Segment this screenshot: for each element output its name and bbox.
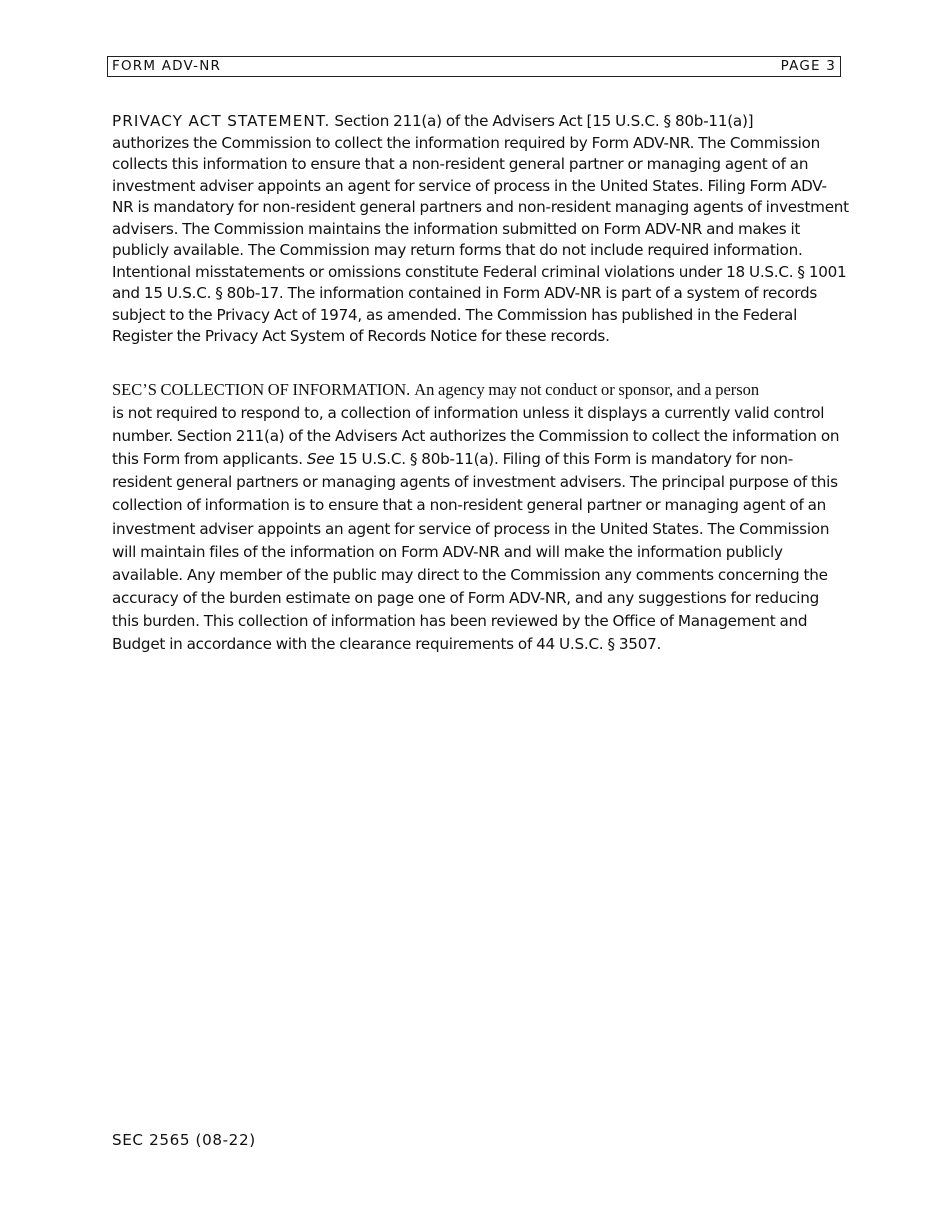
privacy-act-text: collects this information to ensure that a non-resident general partner or managing agent of an (112, 155, 809, 173)
sec-collection-heading: SEC’S COLLECTION OF INFORMATION. (112, 380, 411, 399)
privacy-act-heading: PRIVACY ACT STATEMENT. (112, 112, 331, 130)
privacy-act-statement (112, 111, 872, 348)
sec-collection-text: 15 U.S.C. § 80b-11(a). Filing of this Form is mandatory for non- (334, 450, 794, 469)
sec-collection-text: resident general partners or managing agents of investment advisers. The principal purpose of this (112, 473, 838, 492)
privacy-act-text: and 15 U.S.C. § 80b-17. The information contained in Form ADV-NR is part of a system of records (112, 284, 818, 302)
form-name: FORM ADV-NR (112, 57, 222, 74)
sec-collection-text: accuracy of the burden estimate on page one of Form ADV-NR, and any suggestions for reducing (112, 588, 820, 607)
sec-collection-line-1 (112, 378, 872, 402)
privacy-act-text: Register the Privacy Act System of Records Notice for these records. (112, 327, 610, 345)
sec-collection-text: collection of information is to ensure that a non-resident general partner or managing agent of an (112, 496, 827, 515)
sec-collection-text: is not required to respond to, a collection of information unless it displays a currently valid control (112, 404, 825, 423)
privacy-act-text: publicly available. The Commission may return forms that do not include required information. (112, 241, 803, 259)
sec-collection-text: this Form from applicants. (112, 450, 307, 469)
sec-collection-see-line (112, 448, 872, 471)
sec-collection-text: An agency may not conduct or sponsor, and a person (414, 380, 760, 399)
privacy-act-line-1 (112, 111, 872, 133)
see-citation-signal: See (306, 450, 335, 469)
sec-collection-text: available. Any member of the public may direct to the Commission any comments concerning the (112, 565, 828, 584)
form-code-footer: SEC 2565 (08-22) (112, 1131, 256, 1149)
sec-collection-of-information (112, 378, 872, 656)
page-header (107, 56, 841, 77)
privacy-act-text: investment adviser appoints an agent for service of process in the United States. Filing Form ADV- (112, 176, 827, 195)
sec-collection-text: investment adviser appoints an agent for service of process in the United States. The Commission (112, 519, 830, 538)
sec-collection-text: number. Section 211(a) of the Advisers Act authorizes the Commission to collect the information on (112, 427, 840, 446)
privacy-act-text: subject to the Privacy Act of 1974, as amended. The Commission has published in the Federal (112, 305, 798, 324)
privacy-act-text: authorizes the Commission to collect the information required by Form ADV-NR. The Commission (112, 133, 821, 152)
sec-collection-text: will maintain files of the information on Form ADV-NR and will make the information publicly (112, 542, 783, 561)
sec-collection-text: Budget in accordance with the clearance requirements of 44 U.S.C. § 3507. (112, 635, 662, 654)
privacy-act-text: Section 211(a) of the Advisers Act [15 U.S.C. § 80b-11(a)] (334, 112, 754, 130)
privacy-act-text: Intentional misstatements or omissions constitute Federal criminal violations under 18 U.S.C. § 1001 (112, 262, 847, 281)
privacy-act-text: advisers. The Commission maintains the information submitted on Form ADV-NR and makes it (112, 219, 801, 238)
page-number: PAGE 3 (780, 57, 836, 74)
privacy-act-text: NR is mandatory for non-resident general partners and non-resident managing agents of investment (112, 198, 849, 216)
sec-collection-text: this burden. This collection of information has been reviewed by the Office of Management and (112, 611, 808, 630)
